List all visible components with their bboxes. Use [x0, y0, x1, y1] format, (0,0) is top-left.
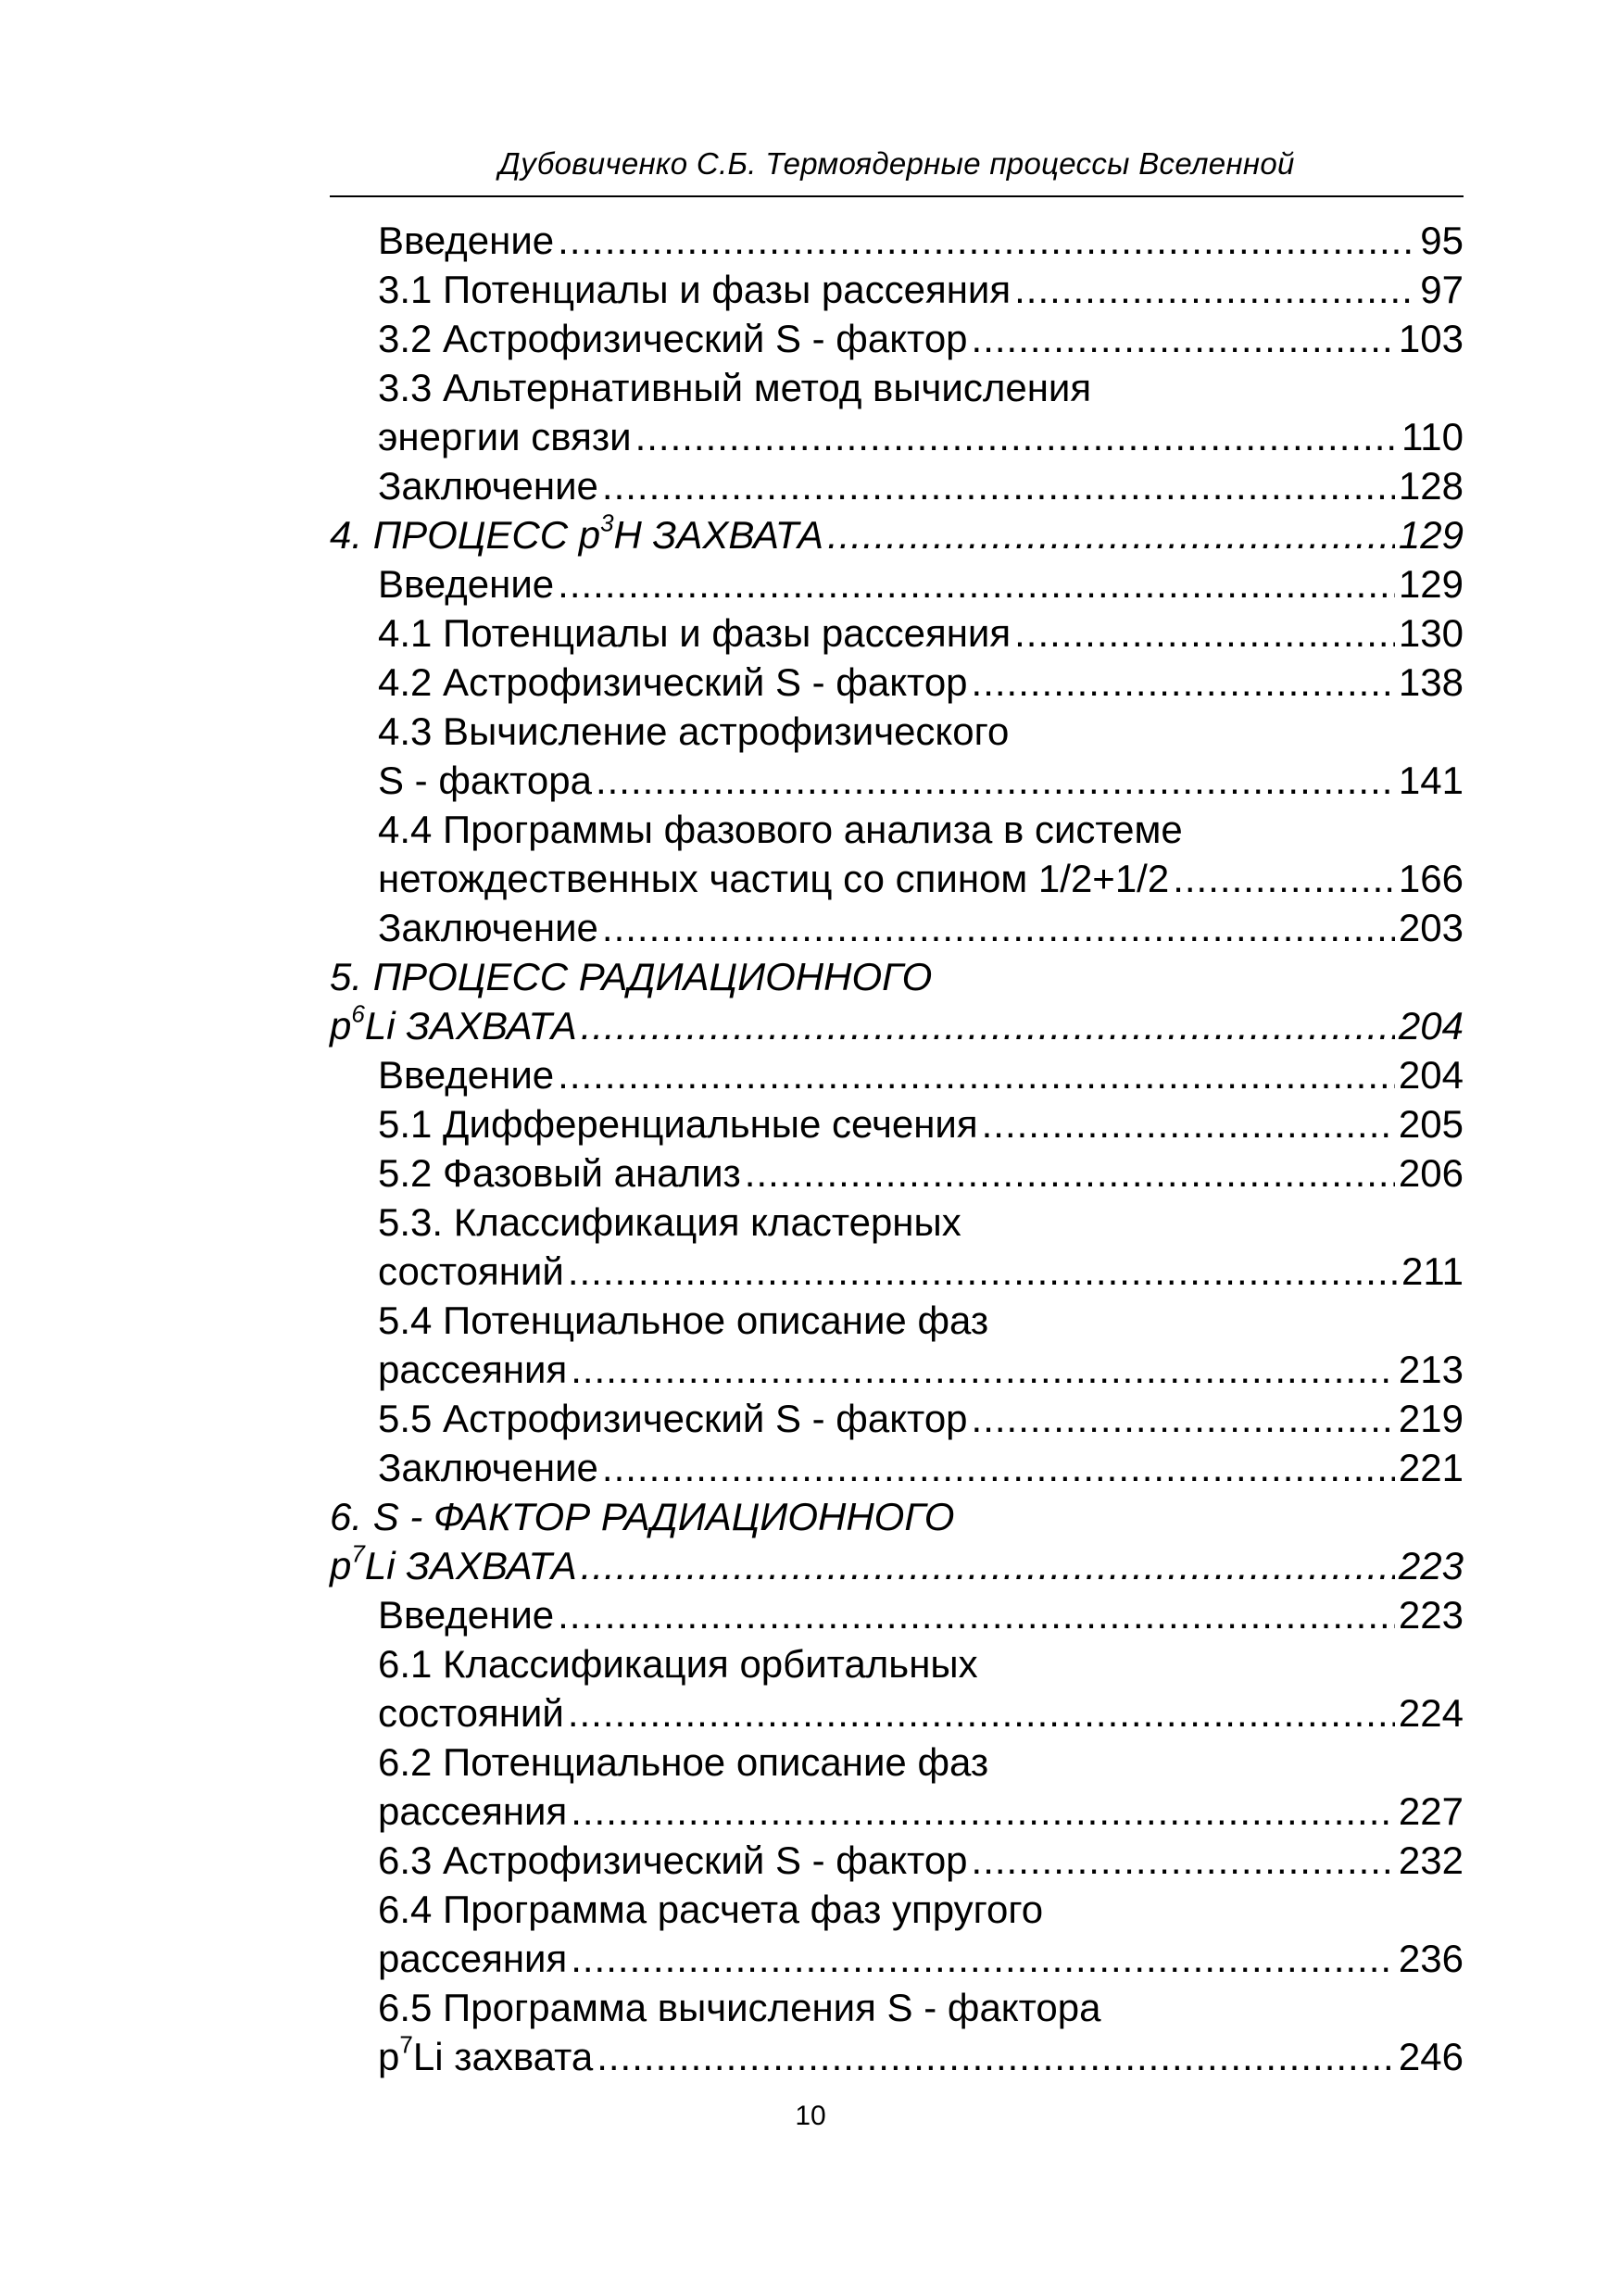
toc-entry-title: 4.4 Программы фазового анализа в системе — [378, 808, 1183, 851]
toc-entry-title: Введение — [378, 562, 555, 606]
toc-leader-dots — [635, 412, 1398, 461]
toc-entry-title: 5.2 Фазовый анализ — [378, 1151, 741, 1195]
toc-entry-title: Заключение — [378, 906, 598, 949]
toc-entry-page: 103 — [1398, 317, 1464, 360]
toc-entry-title: Заключение — [378, 1446, 598, 1489]
toc-entry-page: 246 — [1398, 2035, 1464, 2078]
chapter-title-text: 4. ПРОЦЕСС p — [330, 513, 601, 557]
toc-entry — [330, 1099, 1464, 1148]
isotope-superscript: 3 — [600, 508, 614, 537]
chapter-title-text: Li ЗАХВАТА — [364, 1004, 577, 1048]
isotope-superscript: 6 — [351, 999, 365, 1028]
toc-entry — [330, 1836, 1464, 1885]
toc-chapter-title: 5. ПРОЦЕСС РАДИАЦИОННОГО — [330, 955, 933, 998]
toc-entry-title: рассеяния — [378, 1789, 568, 1833]
toc-chapter-page: 204 — [1398, 1004, 1464, 1048]
toc-entry-page: 227 — [1398, 1789, 1464, 1833]
toc-entry — [330, 903, 1464, 952]
toc-entry-page: 211 — [1401, 1249, 1464, 1293]
toc-entry-title: 5.4 Потенциальное описание фаз — [378, 1299, 989, 1342]
toc-entry-page: 204 — [1398, 1053, 1464, 1097]
toc-entry-page: 236 — [1398, 1937, 1464, 1980]
toc-entry — [330, 1443, 1464, 1492]
toc-leader-dots — [558, 216, 1416, 265]
toc-entry — [330, 265, 1464, 314]
toc-entry-page: 223 — [1398, 1593, 1464, 1637]
toc-entry-title: 6.3 Астрофизический S - фактор — [378, 1838, 968, 1882]
toc-entry — [330, 216, 1464, 265]
toc-entry — [330, 1934, 1464, 1983]
toc-entry-title: 4.2 Астрофизический S - фактор — [378, 660, 968, 704]
toc-entry-title: рассеяния — [378, 1937, 568, 1980]
toc-entry-title: 6.2 Потенциальное описание фаз — [378, 1740, 989, 1784]
toc-entry — [330, 461, 1464, 510]
toc-leader-dots — [972, 1394, 1395, 1443]
toc-leader-dots — [745, 1148, 1395, 1198]
toc-leader-dots — [1014, 609, 1395, 658]
toc-entry-page: 110 — [1401, 415, 1464, 458]
toc-entry-title: состояний — [378, 1249, 564, 1293]
toc-entry-title: 6.4 Программа расчета фаз упругого — [378, 1888, 1044, 1931]
toc-chapter-heading — [330, 1001, 1464, 1050]
toc-entry-page: 97 — [1420, 268, 1464, 311]
toc-entry-continued — [330, 1983, 1464, 2032]
chapter-title-text: Li ЗАХВАТА — [364, 1544, 577, 1587]
toc-chapter-title: 6. S - ФАКТОР РАДИАЦИОННОГО — [330, 1495, 955, 1538]
toc-leader-dots — [571, 1787, 1395, 1836]
toc-entry-page: 232 — [1398, 1838, 1464, 1882]
toc-entry — [330, 1345, 1464, 1394]
toc-entry-page: 129 — [1398, 562, 1464, 606]
running-head: Дубовиченко С.Б. Термоядерные процессы Вселенной — [498, 146, 1295, 181]
chapter-title-text: p — [330, 1004, 352, 1048]
toc-leader-dots — [602, 461, 1395, 510]
toc-entry — [330, 412, 1464, 461]
toc-leader-dots — [602, 903, 1395, 952]
toc-entry — [330, 658, 1464, 707]
toc-leader-dots — [568, 1688, 1395, 1738]
toc-chapter-heading — [330, 1541, 1464, 1590]
toc-leader-dots — [1173, 854, 1395, 903]
toc-entry-page: 128 — [1398, 464, 1464, 508]
toc-leader-dots — [581, 1001, 1395, 1050]
toc-entry-continued — [330, 1738, 1464, 1787]
toc-chapter-heading — [330, 510, 1464, 559]
toc-entry-title: 4.3 Вычисление астрофизического — [378, 709, 1010, 753]
toc-entry-page: 205 — [1398, 1102, 1464, 1146]
toc-entry — [330, 314, 1464, 363]
toc-entry-page: 141 — [1398, 759, 1464, 802]
toc-entry-title: рассеяния — [378, 1348, 568, 1391]
toc-chapter-title — [330, 1001, 577, 1050]
toc-entry-page: 138 — [1398, 660, 1464, 704]
toc-entry-continued — [330, 707, 1464, 756]
toc-leader-dots — [982, 1099, 1395, 1148]
toc-chapter-heading — [330, 1492, 1464, 1541]
header-rule — [330, 195, 1464, 197]
toc-entry-title: 3.2 Астрофизический S - фактор — [378, 317, 968, 360]
toc-leader-dots — [568, 1247, 1398, 1296]
toc-entry — [330, 1148, 1464, 1198]
toc-chapter-page: 223 — [1398, 1544, 1464, 1587]
toc-leader-dots — [558, 559, 1395, 609]
toc-entry-continued — [330, 363, 1464, 412]
toc-entry-page: 166 — [1398, 857, 1464, 900]
table-of-contents — [330, 216, 1464, 2081]
toc-entry — [330, 609, 1464, 658]
toc-entry — [330, 1050, 1464, 1099]
toc-entry-page: 219 — [1398, 1397, 1464, 1440]
toc-entry-continued — [330, 1639, 1464, 1688]
toc-leader-dots — [602, 1443, 1395, 1492]
toc-entry-continued — [330, 1296, 1464, 1345]
toc-leader-dots — [571, 1934, 1395, 1983]
toc-leader-dots — [1014, 265, 1416, 314]
toc-entry-title: S - фактора — [378, 759, 592, 802]
toc-leader-dots — [827, 510, 1395, 559]
toc-entry-continued — [330, 1198, 1464, 1247]
toc-entry-page: 206 — [1398, 1151, 1464, 1195]
toc-leader-dots — [596, 756, 1395, 805]
chapter-title-text: H ЗАХВАТА — [613, 513, 824, 557]
isotope-superscript: 7 — [351, 1539, 365, 1568]
toc-entry-page: 221 — [1398, 1446, 1464, 1489]
toc-leader-dots — [972, 314, 1395, 363]
toc-leader-dots — [597, 2032, 1395, 2081]
toc-entry-title: 5.1 Дифференциальные сечения — [378, 1102, 978, 1146]
toc-entry-continued — [330, 1885, 1464, 1934]
chapter-title-text: p — [330, 1544, 352, 1587]
toc-entry-title: Заключение — [378, 464, 598, 508]
toc-entry-title: 5.3. Классификация кластерных — [378, 1200, 961, 1244]
toc-leader-dots — [571, 1345, 1395, 1394]
toc-entry — [330, 1688, 1464, 1738]
entry-title-text: Li захвата — [412, 2035, 594, 2078]
toc-chapter-page: 129 — [1398, 513, 1464, 557]
toc-entry — [330, 756, 1464, 805]
toc-entry-title: Введение — [378, 219, 555, 262]
toc-leader-dots — [558, 1050, 1395, 1099]
toc-entry-title — [378, 2032, 593, 2081]
toc-leader-dots — [972, 658, 1395, 707]
toc-entry-title: Введение — [378, 1593, 555, 1637]
toc-entry-title: 4.1 Потенциалы и фазы рассеяния — [378, 611, 1012, 655]
toc-entry — [330, 1394, 1464, 1443]
toc-chapter-heading — [330, 952, 1464, 1001]
toc-entry — [330, 1787, 1464, 1836]
toc-entry-title: 6.1 Классификация орбитальных — [378, 1642, 978, 1686]
toc-entry — [330, 2032, 1464, 2081]
isotope-superscript: 7 — [399, 2030, 413, 2059]
toc-chapter-title — [330, 1541, 577, 1590]
toc-entry-page: 213 — [1398, 1348, 1464, 1391]
toc-entry-title: 3.3 Альтернативный метод вычисления — [378, 366, 1092, 409]
toc-entry — [330, 1590, 1464, 1639]
toc-entry-continued — [330, 805, 1464, 854]
toc-leader-dots — [972, 1836, 1395, 1885]
toc-entry — [330, 1247, 1464, 1296]
toc-entry — [330, 854, 1464, 903]
toc-entry-page: 95 — [1420, 219, 1464, 262]
toc-entry-page: 130 — [1398, 611, 1464, 655]
toc-leader-dots — [558, 1590, 1395, 1639]
toc-entry-title: нетождественных частиц со спином 1/2+1/2 — [378, 857, 1170, 900]
toc-entry — [330, 559, 1464, 609]
page-number: 10 — [795, 2101, 826, 2131]
toc-chapter-title — [330, 510, 823, 559]
toc-entry-title: 6.5 Программа вычисления S - фактора — [378, 1986, 1101, 2029]
toc-entry-title: 5.5 Астрофизический S - фактор — [378, 1397, 968, 1440]
toc-leader-dots — [581, 1541, 1395, 1590]
toc-entry-title: Введение — [378, 1053, 555, 1097]
toc-entry-title: состояний — [378, 1691, 564, 1735]
toc-entry-page: 203 — [1398, 906, 1464, 949]
toc-entry-title: энергии связи — [378, 415, 632, 458]
entry-title-text: p — [378, 2035, 400, 2078]
toc-entry-title: 3.1 Потенциалы и фазы рассеяния — [378, 268, 1012, 311]
toc-entry-page: 224 — [1398, 1691, 1464, 1735]
